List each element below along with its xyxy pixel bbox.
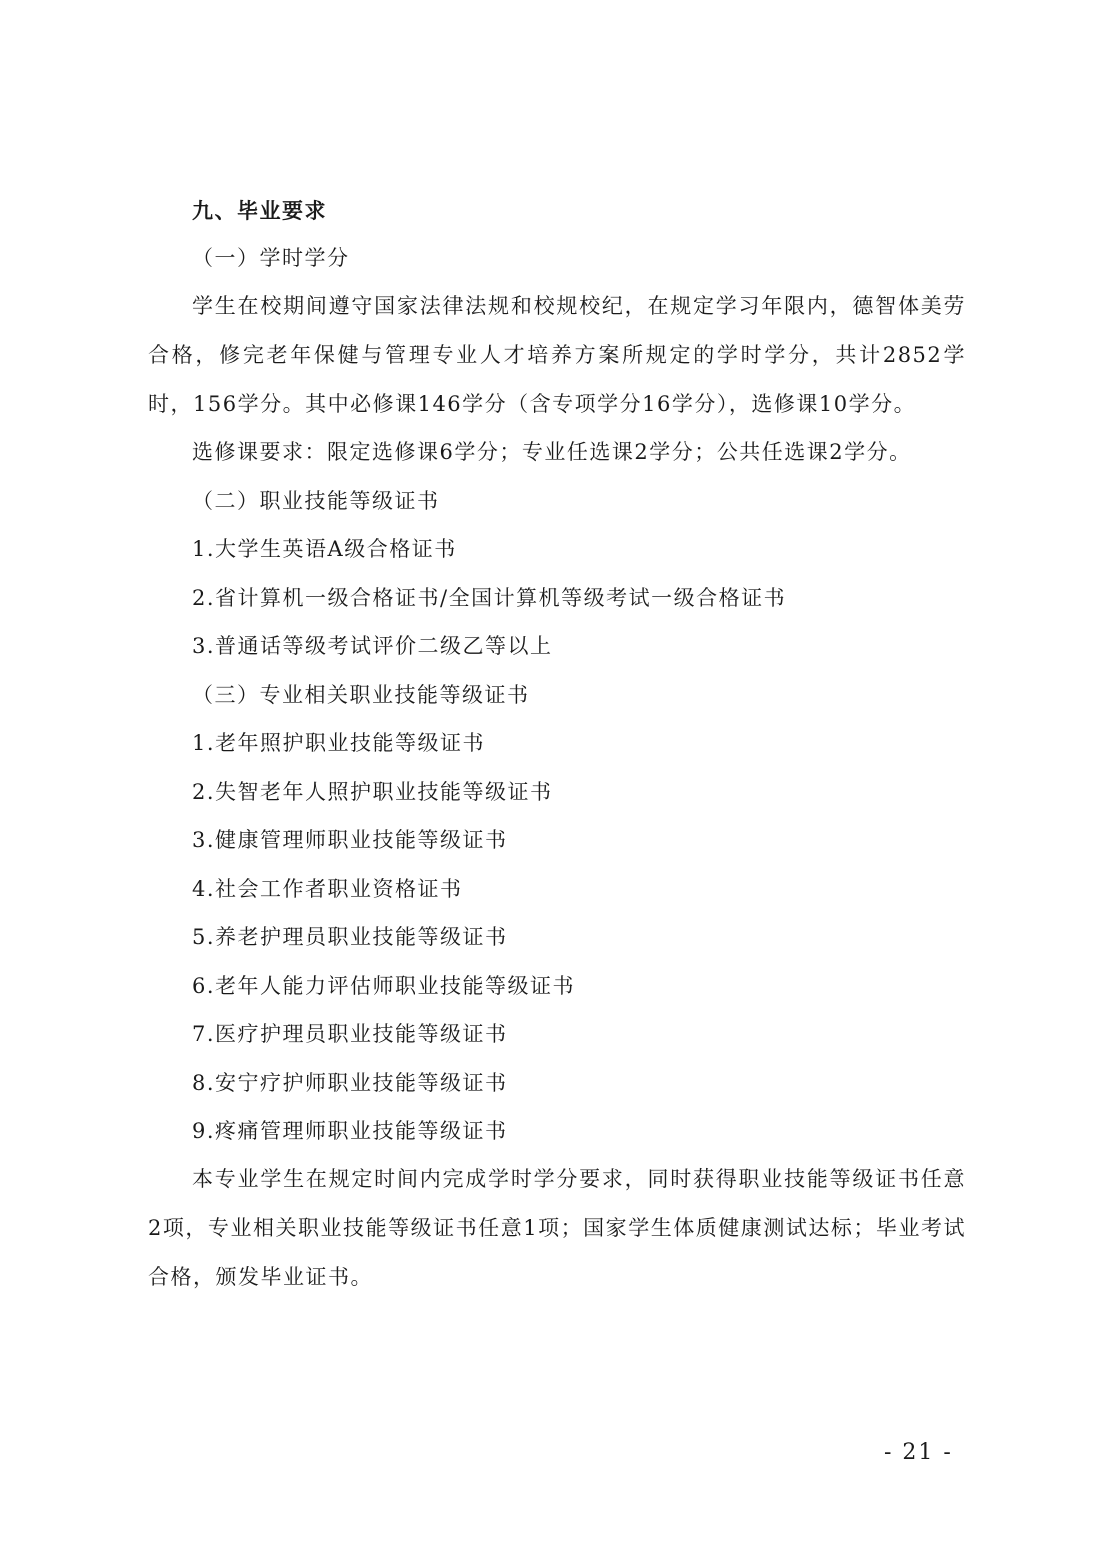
credits-paragraph: 学生在校期间遵守国家法律法规和校规校纪，在规定学习年限内，德智体美劳合格，修完老年保健与管理专业人才培养方案所规定的学时学分，共计2852学时，156学分。其中必修课146学分（含专项学分16学分），选修课10学分。 [148,294,966,416]
list-item: 1.老年照护职业技能等级证书 [192,731,486,755]
list-item: 2.省计算机一级合格证书/全国计算机等级考试一级合格证书 [192,586,787,610]
list-item: 8.安宁疗护师职业技能等级证书 [192,1071,508,1095]
list-item: 1.大学生英语A级合格证书 [192,537,457,561]
subsection-title-skill-certificates: （二）职业技能等级证书 [192,489,440,513]
list-item: 5.养老护理员职业技能等级证书 [192,925,508,949]
electives-paragraph: 选修课要求：限定选修课6学分；专业任选课2学分；公共任选课2学分。 [192,440,912,464]
section-title: 九、毕业要求 [192,198,327,223]
closing-paragraph: 本专业学生在规定时间内完成学时学分要求，同时获得职业技能等级证书任意2项，专业相关职业技能等级证书任意1项；国家学生体质健康测试达标；毕业考试合格，颁发毕业证书。 [148,1167,966,1289]
list-item: 9.疼痛管理师职业技能等级证书 [192,1119,508,1143]
document-page [148,0,966,1559]
list-item: 3.普通话等级考试评价二级乙等以上 [192,634,553,658]
page-number: - 21 - [884,1440,953,1465]
subsection-title-professional-certificates: （三）专业相关职业技能等级证书 [192,683,530,707]
list-item: 7.医疗护理员职业技能等级证书 [192,1022,508,1046]
list-item: 2.失智老年人照护职业技能等级证书 [192,780,553,804]
list-item: 4.社会工作者职业资格证书 [192,877,463,901]
subsection-title-credits: （一）学时学分 [192,246,350,270]
list-item: 6.老年人能力评估师职业技能等级证书 [192,974,576,998]
list-item: 3.健康管理师职业技能等级证书 [192,828,508,852]
